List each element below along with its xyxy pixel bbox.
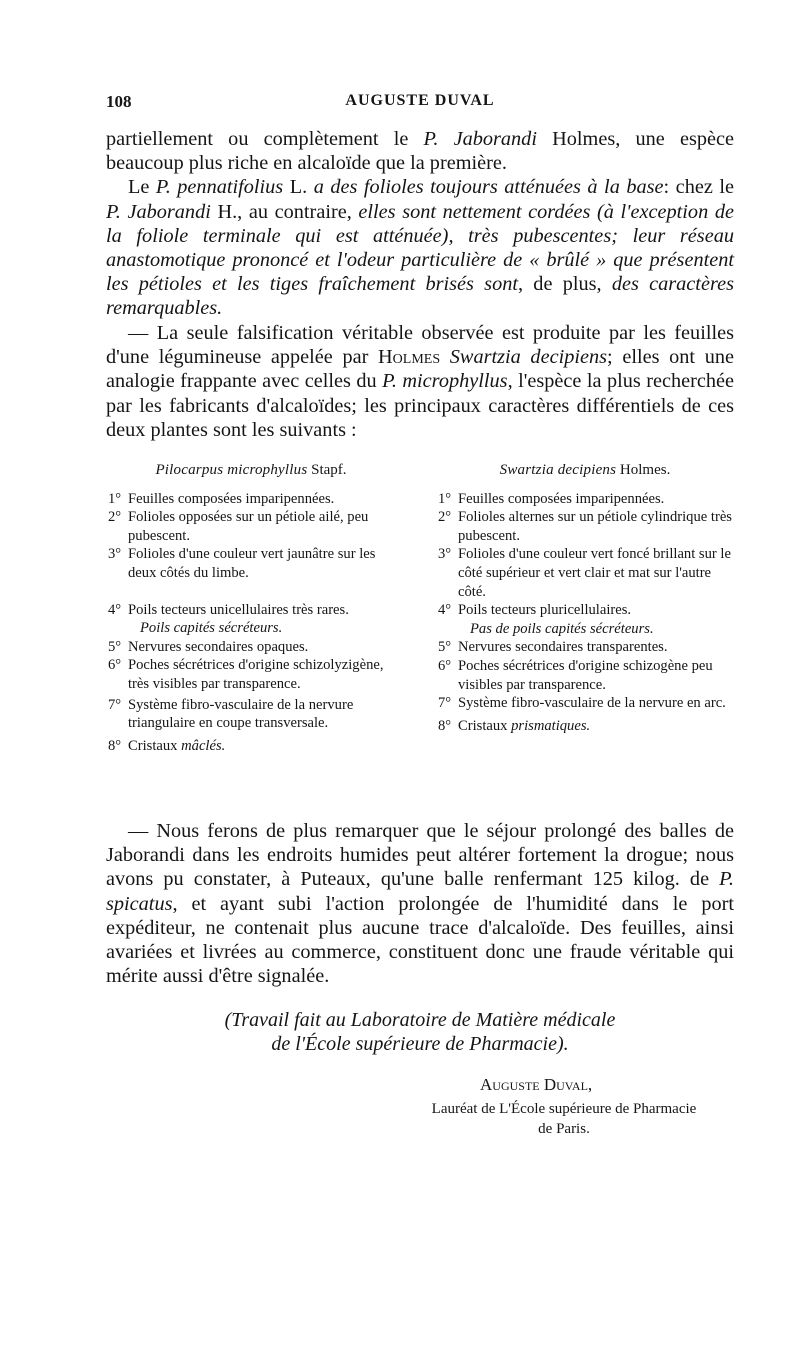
text-span: ; elles ont une analogie frappante avec celles du — [106, 346, 734, 393]
criterion-row — [436, 545, 734, 601]
criterion-text-plain: Cristaux — [128, 737, 182, 754]
criterion-row — [436, 717, 734, 736]
text-span: : chez le — [663, 176, 734, 199]
criterion-number: 5° — [438, 639, 452, 656]
credit-line: (Travail fait au Laboratoire de Matière médicale — [224, 1009, 616, 1031]
criterion-text — [106, 737, 396, 756]
criterion-text: Feuilles composées imparipennées. — [458, 490, 665, 507]
criterion-note: Pas de poils capités sécréteurs. — [470, 620, 654, 637]
criterion-number: 6° — [108, 657, 122, 674]
criterion-number: 2° — [438, 509, 452, 526]
paragraph-2 — [106, 321, 734, 442]
criterion-text: Poches sécrétrices d'origine schizolyzigène, très visibles par transparence. — [128, 657, 384, 692]
criterion-text: Poils tecteurs unicellulaires très rares. — [128, 601, 349, 618]
italic-span: des caractères remarquables. — [106, 273, 734, 320]
author-abbrev: Holmes. — [616, 462, 671, 478]
criterion-row — [436, 694, 734, 713]
criterion-text: Folioles alternes sur un pétiole cylindrique très pubescent. — [458, 509, 732, 544]
running-title: AUGUSTE DUVAL — [345, 92, 495, 109]
paragraph-1 — [106, 127, 734, 321]
criterion-text-italic: prismatiques. — [511, 717, 591, 734]
author-title-line: de Paris. — [538, 1121, 590, 1137]
text-span: L. — [283, 176, 314, 199]
species-name: Pilocarpus microphyllus — [155, 462, 308, 478]
criterion-text: Poils tecteurs pluricellulaires. — [458, 602, 632, 619]
text-span: partiellement ou complètement le — [106, 128, 424, 150]
text-span — [440, 346, 450, 368]
criteria-list — [436, 490, 734, 736]
italic-span: elles sont nettement cordées (à l'exception de la foliole terminale qui est atténuée), très pubescentes; leur réseau anastomotique prononcé et l'odeur particulière de « brûlé » que présentent les pétioles et les tiges fraîchement brisés sont — [106, 200, 734, 296]
criterion-number: 7° — [108, 696, 122, 713]
criterion-number: 2° — [108, 509, 122, 526]
criterion-text: Nervures secondaires transparentes. — [458, 639, 668, 656]
credit-line: de l'École supérieure de Pharmacie). — [271, 1033, 569, 1055]
criterion-row — [436, 490, 734, 509]
criterion-text: Système fibro-vasculaire de la nervure en arc. — [458, 695, 726, 712]
criterion-number: 1° — [438, 490, 452, 507]
criterion-row — [106, 638, 396, 657]
criterion-text: Folioles opposées sur un pétiole ailé, peu pubescent. — [128, 509, 369, 544]
criterion-text: Nervures secondaires opaques. — [128, 638, 309, 655]
author-signature: Auguste Duval, — [480, 1075, 593, 1094]
species-name: Swartzia decipiens — [499, 462, 617, 478]
criterion-number: 6° — [438, 657, 452, 674]
species-name: P. microphyllus — [382, 370, 508, 393]
comparison-column-swartzia — [436, 461, 734, 735]
paragraph-3 — [106, 819, 734, 988]
author-name: Holmes — [378, 346, 441, 369]
criterion-number: 8° — [108, 737, 122, 754]
criterion-text: Poches sécrétrices d'origine schizogène peu visibles par transparence. — [458, 657, 713, 693]
criterion-row — [436, 657, 734, 694]
criterion-row — [106, 696, 396, 733]
criterion-row — [106, 601, 396, 638]
criterion-number: 7° — [438, 695, 452, 712]
criterion-text: Folioles d'une couleur vert foncé brillant sur le côté supérieur et vert clair et mat sur l'autre côté. — [458, 546, 731, 600]
criteria-list — [106, 490, 396, 756]
criterion-text-italic: mâclés. — [181, 737, 226, 754]
criterion-text: Système fibro-vasculaire de la nervure triangulaire en coupe transversale. — [128, 696, 354, 732]
text-span: — La seule falsification véritable observée est produite par les feuilles d'une légumineuse appelée par — [106, 322, 734, 369]
criterion-number: 4° — [108, 601, 122, 618]
comparison-column-pilocarpus — [106, 461, 396, 755]
page-number: 108 — [106, 92, 132, 111]
criterion-text-plain: Cristaux — [458, 717, 512, 734]
criterion-number: 5° — [108, 638, 122, 655]
criterion-number: 1° — [108, 490, 122, 507]
text-span: , de plus, — [517, 273, 612, 296]
column-heading — [436, 461, 734, 480]
laboratory-credit — [106, 1008, 734, 1056]
criterion-row — [106, 490, 396, 509]
criterion-row — [436, 508, 734, 545]
criterion-row — [436, 601, 734, 638]
author-title-line: Lauréat de L'École supérieure de Pharmacie — [431, 1101, 697, 1117]
criterion-row — [106, 737, 396, 756]
page-header — [106, 92, 734, 114]
species-name: P. Jaborandi — [423, 128, 537, 150]
criterion-number: 3° — [108, 546, 122, 563]
species-name: P. Jaborandi — [106, 200, 211, 223]
criterion-note: Poils capités sécréteurs. — [140, 620, 283, 637]
criterion-row — [436, 638, 734, 657]
text-span: — Nous ferons de plus remarquer que le séjour prolongé des balles de Jaborandi dans les endroits humides peut altérer fortement la drogue; nous avons pu constater, à Puteaux, qu'une balle renfermant 125 kilog. de — [106, 820, 734, 891]
text-span: H., au contraire, — [210, 200, 359, 223]
criterion-row — [106, 656, 396, 693]
criterion-number: 8° — [438, 717, 452, 734]
author-abbrev: Stapf. — [307, 462, 347, 478]
column-heading — [106, 461, 396, 480]
criterion-text: Folioles d'une couleur vert jaunâtre sur les deux côtés du limbe. — [128, 546, 376, 581]
text-span: , l'espèce la plus recherchée par les fabricants d'alcaloïdes; les principaux caractères différentiels de ces deux plantes sont les suivants : — [106, 370, 734, 441]
text-span: , et ayant subi l'action prolongée de l'humidité dans le port expéditeur, ne contenait plus aucune trace d'alcaloïde. Des feuilles, ainsi avariées et livrées au commerce, constituent donc une fraude véritable qui mérite aussi d'être signalée. — [106, 892, 734, 988]
criterion-number: 4° — [438, 602, 452, 619]
criterion-row — [106, 545, 396, 582]
criterion-text: Feuilles composées imparipennées. — [128, 490, 335, 507]
text-span: Holmes, une espèce beaucoup plus riche en alcaloïde que la première. — [106, 128, 734, 175]
species-name: P. spicatus — [106, 868, 734, 915]
criterion-number: 3° — [438, 546, 452, 563]
species-name: Swartzia decipiens — [449, 346, 608, 369]
criterion-row — [106, 508, 396, 545]
criterion-text — [436, 717, 734, 736]
italic-span: a des folioles toujours atténuées à la base — [313, 176, 664, 199]
species-name: P. pennatifolius — [155, 176, 284, 199]
text-span: Le — [128, 176, 156, 199]
author-title — [394, 1099, 734, 1139]
